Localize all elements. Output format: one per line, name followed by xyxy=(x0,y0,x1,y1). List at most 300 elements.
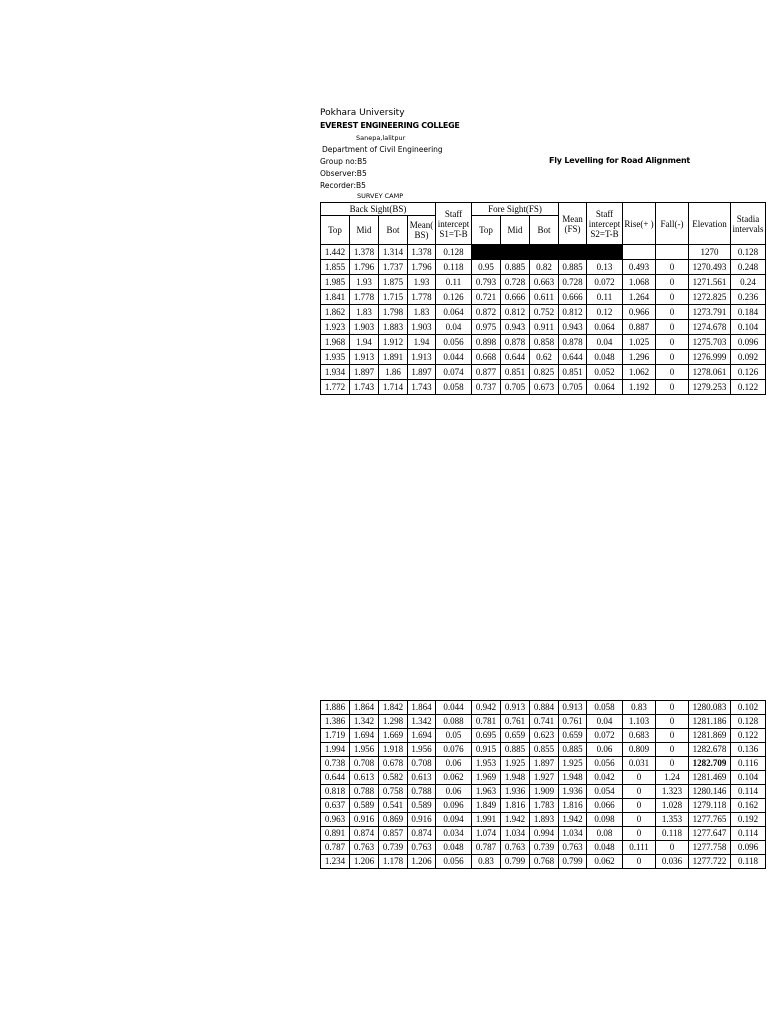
table-cell: 1.891 xyxy=(379,350,408,365)
table-cell: 1.923 xyxy=(321,320,350,335)
table-cell: 1.94 xyxy=(350,335,379,350)
table-cell: 1280.146 xyxy=(689,785,731,799)
table-cell: 1.694 xyxy=(350,729,379,743)
table-cell: 0.076 xyxy=(436,743,472,757)
table-cell: 0.913 xyxy=(501,701,530,715)
table-cell: 1.264 xyxy=(623,290,656,305)
table-cell: 0 xyxy=(656,365,689,380)
table-cell: 0.83 xyxy=(472,855,501,869)
table-cell: 1.969 xyxy=(472,771,501,785)
table-cell: 0.885 xyxy=(559,743,587,757)
table-cell: 0.036 xyxy=(656,855,689,869)
table-cell: 0.031 xyxy=(623,757,656,771)
table-cell: 0 xyxy=(656,757,689,771)
table-cell: 0.966 xyxy=(623,305,656,320)
table-cell: 0 xyxy=(623,827,656,841)
table-cell: 0.763 xyxy=(559,841,587,855)
table-cell: 0.066 xyxy=(587,799,623,813)
table-cell: 0.858 xyxy=(530,335,559,350)
table-cell xyxy=(623,245,656,260)
table-cell: 1277.758 xyxy=(689,841,731,855)
table-cell: 1.234 xyxy=(321,855,350,869)
table-cell: 0.695 xyxy=(472,729,501,743)
table-cell: 0.793 xyxy=(472,275,501,290)
table-cell: 1.994 xyxy=(321,743,350,757)
rise-header: Rise(+ ) xyxy=(623,203,656,245)
table-cell: 1.074 xyxy=(472,827,501,841)
observer-name: Observer:B5 xyxy=(320,169,367,178)
table-cell: 0.092 xyxy=(731,350,766,365)
table-cell: 1.862 xyxy=(321,305,350,320)
table-cell: 0.048 xyxy=(587,841,623,855)
back-sight-header: Back Sight(BS) xyxy=(321,203,436,216)
table-cell: 0.891 xyxy=(321,827,350,841)
table-cell: 0 xyxy=(656,743,689,757)
table-cell: 0.644 xyxy=(501,350,530,365)
table-cell: 1.886 xyxy=(321,701,350,715)
table-cell: 0.192 xyxy=(731,813,766,827)
table-cell: 0.673 xyxy=(530,380,559,395)
table-cell: 1274.678 xyxy=(689,320,731,335)
college-name: EVEREST ENGINEERING COLLEGE xyxy=(320,121,460,130)
table-cell: 0.064 xyxy=(587,320,623,335)
table-cell: 0.096 xyxy=(731,335,766,350)
table-cell: 0.62 xyxy=(530,350,559,365)
table-cell: 1.798 xyxy=(379,305,408,320)
table-cell: 1.934 xyxy=(321,365,350,380)
table-cell: 0.048 xyxy=(587,350,623,365)
table-cell: 0.705 xyxy=(559,380,587,395)
table-cell: 0.738 xyxy=(321,757,350,771)
table-cell: 1.94 xyxy=(408,335,436,350)
table-cell: 0.072 xyxy=(587,275,623,290)
table-cell: 0.056 xyxy=(587,757,623,771)
table-body-top xyxy=(321,245,766,395)
table-cell: 1.669 xyxy=(379,729,408,743)
table-cell: 1.206 xyxy=(350,855,379,869)
table-cell: 0.915 xyxy=(472,743,501,757)
table-cell: 0 xyxy=(656,290,689,305)
table-row xyxy=(321,320,766,335)
survey-camp-label: SURVEY CAMP xyxy=(357,192,404,200)
table-cell: 0.787 xyxy=(472,841,501,855)
table-cell: 0.788 xyxy=(350,785,379,799)
table-cell xyxy=(472,245,501,260)
table-cell: 0.942 xyxy=(472,701,501,715)
table-cell: 1.028 xyxy=(656,799,689,813)
table-cell: 1.925 xyxy=(501,757,530,771)
table-cell: 0.916 xyxy=(408,813,436,827)
group-number: Group no:B5 xyxy=(320,157,368,166)
table-cell: 0.95 xyxy=(472,260,501,275)
table-cell: 0 xyxy=(623,799,656,813)
table-cell: 0.04 xyxy=(587,335,623,350)
table-cell: 1.948 xyxy=(501,771,530,785)
table-cell: 0.663 xyxy=(530,275,559,290)
table-cell: 1.816 xyxy=(501,799,530,813)
table-cell: 0.042 xyxy=(587,771,623,785)
table-cell: 1.864 xyxy=(350,701,379,715)
table-cell: 0.062 xyxy=(436,771,472,785)
table-cell: 0.094 xyxy=(436,813,472,827)
table-cell: 0.04 xyxy=(587,715,623,729)
table-cell: 1.883 xyxy=(379,320,408,335)
table-row xyxy=(321,245,766,260)
table-row xyxy=(321,305,766,320)
table-cell: 0.062 xyxy=(587,855,623,869)
table-cell: 1277.722 xyxy=(689,855,731,869)
levelling-table-top xyxy=(320,202,766,395)
table-cell: 0.878 xyxy=(501,335,530,350)
table-cell: 1.442 xyxy=(321,245,350,260)
table-cell: 1.378 xyxy=(350,245,379,260)
table-cell: 0 xyxy=(656,350,689,365)
table-cell: 0 xyxy=(656,841,689,855)
table-cell: 0.088 xyxy=(436,715,472,729)
table-cell: 1277.765 xyxy=(689,813,731,827)
table-cell: 0.666 xyxy=(501,290,530,305)
table-cell: 0 xyxy=(656,715,689,729)
table-cell: 1278.061 xyxy=(689,365,731,380)
table-cell: 0.074 xyxy=(436,365,472,380)
table-cell: 0.963 xyxy=(321,813,350,827)
table-cell: 1.842 xyxy=(379,701,408,715)
table-cell: 0.788 xyxy=(408,785,436,799)
department-name: Department of Civil Engineering xyxy=(322,145,443,154)
table-cell: 1.897 xyxy=(408,365,436,380)
table-cell: 0.128 xyxy=(731,715,766,729)
table-cell: 1.875 xyxy=(379,275,408,290)
table-cell: 0.118 xyxy=(731,855,766,869)
table-cell: 1.864 xyxy=(408,701,436,715)
table-cell: 0.82 xyxy=(530,260,559,275)
table-row xyxy=(321,855,766,869)
table-cell: 0.056 xyxy=(436,855,472,869)
table-cell: 0.708 xyxy=(350,757,379,771)
table-row xyxy=(321,260,766,275)
table-cell: 0 xyxy=(623,771,656,785)
table-cell: 0.248 xyxy=(731,260,766,275)
table-cell: 1.743 xyxy=(350,380,379,395)
table-cell: 0.126 xyxy=(731,365,766,380)
table-cell: 0.708 xyxy=(408,757,436,771)
table-cell: 0.943 xyxy=(559,320,587,335)
table-cell: 0.582 xyxy=(379,771,408,785)
table-body-bottom xyxy=(321,701,766,869)
table-cell xyxy=(656,245,689,260)
table-cell: 0.493 xyxy=(623,260,656,275)
table-cell: 0.11 xyxy=(436,275,472,290)
table-cell: 1.83 xyxy=(408,305,436,320)
table-row xyxy=(321,290,766,305)
table-cell: 1.778 xyxy=(350,290,379,305)
table-cell: 0.623 xyxy=(530,729,559,743)
table-cell: 1.903 xyxy=(350,320,379,335)
table-cell: 1.903 xyxy=(408,320,436,335)
table-cell: 0.056 xyxy=(436,335,472,350)
table-cell: 1277.647 xyxy=(689,827,731,841)
table-cell: 0.705 xyxy=(501,380,530,395)
table-cell: 0.659 xyxy=(501,729,530,743)
table-cell xyxy=(530,245,559,260)
table-cell: 0.589 xyxy=(350,799,379,813)
table-cell: 0.874 xyxy=(350,827,379,841)
table-row xyxy=(321,771,766,785)
table-cell: 0.24 xyxy=(731,275,766,290)
table-cell: 1.062 xyxy=(623,365,656,380)
table-cell: 0.728 xyxy=(501,275,530,290)
table-cell: 0.096 xyxy=(731,841,766,855)
table-cell: 0.878 xyxy=(559,335,587,350)
table-cell: 0.116 xyxy=(731,757,766,771)
table-cell: 1.378 xyxy=(408,245,436,260)
table-cell: 0.885 xyxy=(501,743,530,757)
table-cell: 1.342 xyxy=(408,715,436,729)
table-cell: 0.877 xyxy=(472,365,501,380)
table-cell: 1.694 xyxy=(408,729,436,743)
table-cell: 1281.469 xyxy=(689,771,731,785)
table-cell: 0.885 xyxy=(501,260,530,275)
table-cell: 1.743 xyxy=(408,380,436,395)
table-cell: 0.874 xyxy=(408,827,436,841)
bs-mid-header: Mid xyxy=(350,216,379,245)
table-cell: 1.913 xyxy=(350,350,379,365)
fore-sight-header: Fore Sight(FS) xyxy=(472,203,559,216)
table-cell: 1.925 xyxy=(559,757,587,771)
table-cell: 0 xyxy=(656,305,689,320)
table-cell: 0.761 xyxy=(559,715,587,729)
table-row xyxy=(321,715,766,729)
mean-bs-header: Mean( BS) xyxy=(408,216,436,245)
table-cell: 1.93 xyxy=(350,275,379,290)
table-cell: 0.763 xyxy=(501,841,530,855)
table-row xyxy=(321,827,766,841)
table-cell: 0.114 xyxy=(731,785,766,799)
table-cell: 0.044 xyxy=(436,701,472,715)
table-cell: 0.04 xyxy=(436,320,472,335)
university-name: Pokhara University xyxy=(320,108,405,118)
table-row xyxy=(321,350,766,365)
recorder-name: Recorder:B5 xyxy=(320,181,366,190)
table-cell: 0.589 xyxy=(408,799,436,813)
table-cell: 1.956 xyxy=(350,743,379,757)
table-cell: 0.126 xyxy=(436,290,472,305)
table-cell: 0.064 xyxy=(587,380,623,395)
table-cell: 0.13 xyxy=(587,260,623,275)
table-cell: 0.072 xyxy=(587,729,623,743)
table-cell: 1270 xyxy=(689,245,731,260)
table-cell: 1282.678 xyxy=(689,743,731,757)
table-cell: 1.956 xyxy=(408,743,436,757)
levelling-table-bottom xyxy=(320,700,766,869)
table-cell: 1271.561 xyxy=(689,275,731,290)
table-cell: 1.778 xyxy=(408,290,436,305)
table-cell: 0.678 xyxy=(379,757,408,771)
table-cell: 0.104 xyxy=(731,320,766,335)
table-cell: 1.948 xyxy=(559,771,587,785)
table-cell: 0.096 xyxy=(436,799,472,813)
table-cell: 1.783 xyxy=(530,799,559,813)
table-cell: 1.913 xyxy=(408,350,436,365)
table-cell: 1.714 xyxy=(379,380,408,395)
stadia-intervals-header: Stadia intervals xyxy=(731,203,766,245)
table-cell: 0.761 xyxy=(501,715,530,729)
table-cell: 1.342 xyxy=(350,715,379,729)
table-cell: 0.898 xyxy=(472,335,501,350)
table-cell: 0.825 xyxy=(530,365,559,380)
table-cell: 1.386 xyxy=(321,715,350,729)
table-cell: 0.739 xyxy=(379,841,408,855)
table-cell: 1281.186 xyxy=(689,715,731,729)
table-cell: 1.909 xyxy=(530,785,559,799)
table-cell: 1.991 xyxy=(472,813,501,827)
table-cell: 1.912 xyxy=(379,335,408,350)
table-cell: 0.118 xyxy=(656,827,689,841)
table-cell: 0.781 xyxy=(472,715,501,729)
table-cell: 0.637 xyxy=(321,799,350,813)
table-cell: 0.118 xyxy=(436,260,472,275)
table-cell: 1.178 xyxy=(379,855,408,869)
table-cell: 1.206 xyxy=(408,855,436,869)
table-cell: 1.93 xyxy=(408,275,436,290)
table-cell: 0.114 xyxy=(731,827,766,841)
table-cell: 0.052 xyxy=(587,365,623,380)
table-cell: 1.918 xyxy=(379,743,408,757)
table-cell: 1.796 xyxy=(408,260,436,275)
table-cell: 0.943 xyxy=(501,320,530,335)
table-cell: 1.893 xyxy=(530,813,559,827)
table-cell: 0.184 xyxy=(731,305,766,320)
table-cell: 0.613 xyxy=(408,771,436,785)
table-cell: 1.103 xyxy=(623,715,656,729)
table-cell: 0 xyxy=(656,320,689,335)
table-cell: 0 xyxy=(623,813,656,827)
table-cell: 0.812 xyxy=(559,305,587,320)
table-cell: 0.06 xyxy=(436,785,472,799)
table-cell: 1.314 xyxy=(379,245,408,260)
table-cell: 0.994 xyxy=(530,827,559,841)
table-cell: 0.659 xyxy=(559,729,587,743)
table-cell: 1.772 xyxy=(321,380,350,395)
table-cell: 1.034 xyxy=(501,827,530,841)
table-cell: 0.122 xyxy=(731,729,766,743)
table-cell: 0.12 xyxy=(587,305,623,320)
table-cell: 1276.999 xyxy=(689,350,731,365)
table-cell: 0.741 xyxy=(530,715,559,729)
table-cell: 0.818 xyxy=(321,785,350,799)
table-row xyxy=(321,785,766,799)
table-cell: 1.942 xyxy=(501,813,530,827)
table-cell xyxy=(501,245,530,260)
table-cell: 0.737 xyxy=(472,380,501,395)
table-row xyxy=(321,743,766,757)
table-cell: 1.816 xyxy=(559,799,587,813)
table-cell: 0.728 xyxy=(559,275,587,290)
table-cell: 1.897 xyxy=(350,365,379,380)
table-cell: 1.796 xyxy=(350,260,379,275)
table-cell: 1.737 xyxy=(379,260,408,275)
table-cell: 0.122 xyxy=(731,380,766,395)
table-cell: 0.768 xyxy=(530,855,559,869)
table-row xyxy=(321,380,766,395)
table-cell: 0.752 xyxy=(530,305,559,320)
table-cell: 1.034 xyxy=(559,827,587,841)
table-cell: 0.111 xyxy=(623,841,656,855)
table-cell: 0.872 xyxy=(472,305,501,320)
table-cell: 0.034 xyxy=(436,827,472,841)
table-cell: 0 xyxy=(623,855,656,869)
table-cell: 1.86 xyxy=(379,365,408,380)
table-cell: 1.936 xyxy=(559,785,587,799)
table-cell: 0.887 xyxy=(623,320,656,335)
table-cell: 1275.703 xyxy=(689,335,731,350)
table-cell: 1281.869 xyxy=(689,729,731,743)
table-cell: 1280.083 xyxy=(689,701,731,715)
table-cell: 1.985 xyxy=(321,275,350,290)
table-cell: 0.913 xyxy=(559,701,587,715)
table-cell: 0.104 xyxy=(731,771,766,785)
table-row xyxy=(321,729,766,743)
table-cell: 0.644 xyxy=(321,771,350,785)
table-cell: 1.855 xyxy=(321,260,350,275)
bs-bot-header: Bot xyxy=(379,216,408,245)
sheet-title: Fly Levelling for Road Alignment xyxy=(549,156,691,165)
table-cell: 1.353 xyxy=(656,813,689,827)
table-cell: 1.068 xyxy=(623,275,656,290)
table-cell: 0.11 xyxy=(587,290,623,305)
table-cell: 0 xyxy=(656,380,689,395)
table-cell: 0.644 xyxy=(559,350,587,365)
table-cell: 1.83 xyxy=(350,305,379,320)
table-cell: 1273.791 xyxy=(689,305,731,320)
table-cell: 0.809 xyxy=(623,743,656,757)
table-cell: 0.044 xyxy=(436,350,472,365)
table-cell: 1.897 xyxy=(530,757,559,771)
staff-intercept-s1-header: Staff intercept S1=T-B xyxy=(436,203,472,245)
table-cell xyxy=(559,245,587,260)
table-cell: 1.935 xyxy=(321,350,350,365)
table-cell: 0.058 xyxy=(587,701,623,715)
table-cell: 0.05 xyxy=(436,729,472,743)
table-cell: 0.799 xyxy=(501,855,530,869)
table-cell: 0.06 xyxy=(587,743,623,757)
table-cell: 1.849 xyxy=(472,799,501,813)
table-row xyxy=(321,365,766,380)
table-cell: 0 xyxy=(656,260,689,275)
table-cell: 0.758 xyxy=(379,785,408,799)
table-cell: 0.884 xyxy=(530,701,559,715)
table-cell: 0.054 xyxy=(587,785,623,799)
table-cell: 0.611 xyxy=(530,290,559,305)
table-cell: 1.323 xyxy=(656,785,689,799)
table-cell: 1.927 xyxy=(530,771,559,785)
table-cell: 0 xyxy=(656,275,689,290)
table-cell: 0.048 xyxy=(436,841,472,855)
table-cell: 1270.493 xyxy=(689,260,731,275)
table-cell: 0.916 xyxy=(350,813,379,827)
table-cell: 0.613 xyxy=(350,771,379,785)
table-cell: 0.83 xyxy=(623,701,656,715)
table-cell: 0.855 xyxy=(530,743,559,757)
table-cell: 1.968 xyxy=(321,335,350,350)
table-row xyxy=(321,813,766,827)
table-row xyxy=(321,799,766,813)
table-cell: 0.102 xyxy=(731,701,766,715)
table-cell: 0.721 xyxy=(472,290,501,305)
table-cell: 1.963 xyxy=(472,785,501,799)
table-cell: 0.236 xyxy=(731,290,766,305)
staff-intercept-s2-header: Staff intercept S2=T-B xyxy=(587,203,623,245)
